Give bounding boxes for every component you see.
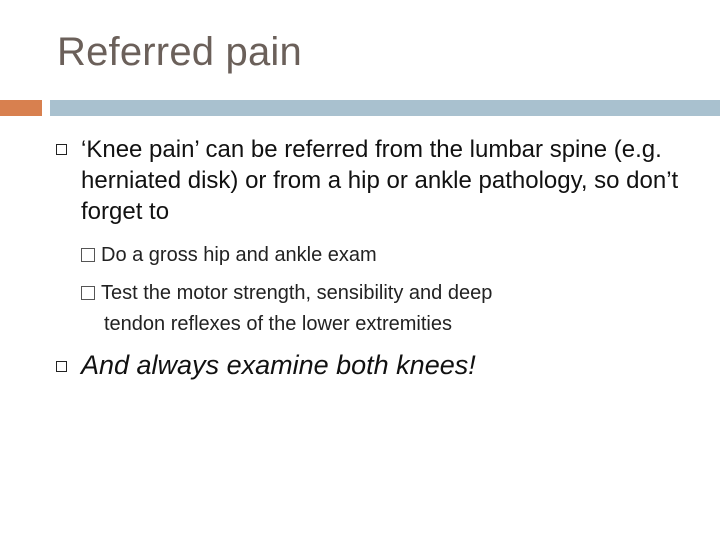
title-rule-accent <box>0 100 42 116</box>
sub-bullet-square-icon <box>81 286 95 300</box>
sub-bullet-1 <box>81 240 681 271</box>
slide-title: Referred pain <box>57 30 302 74</box>
bullet-text-1: ‘Knee pain’ can be referred from the lumbar spine (e.g. herniated disk) or from a hip or ankle pathology, so don’t forget to <box>81 136 679 225</box>
bullet-square-icon <box>56 144 67 155</box>
bullet-square-icon <box>56 361 67 372</box>
sub-bullet-text-1: Do a gross hip and ankle exam <box>101 244 377 266</box>
title-rule-bar <box>50 100 720 116</box>
sub-bullet-text-2-continuation: tendon reflexes of the lower extremities <box>104 313 452 335</box>
bullet-text-2: And always examine both knees! <box>81 350 476 380</box>
sub-bullet-square-icon <box>81 248 95 262</box>
sub-bullet-text-2: Test the motor strength, sensibility and deep <box>101 282 493 304</box>
sub-bullet-2 <box>81 278 681 340</box>
